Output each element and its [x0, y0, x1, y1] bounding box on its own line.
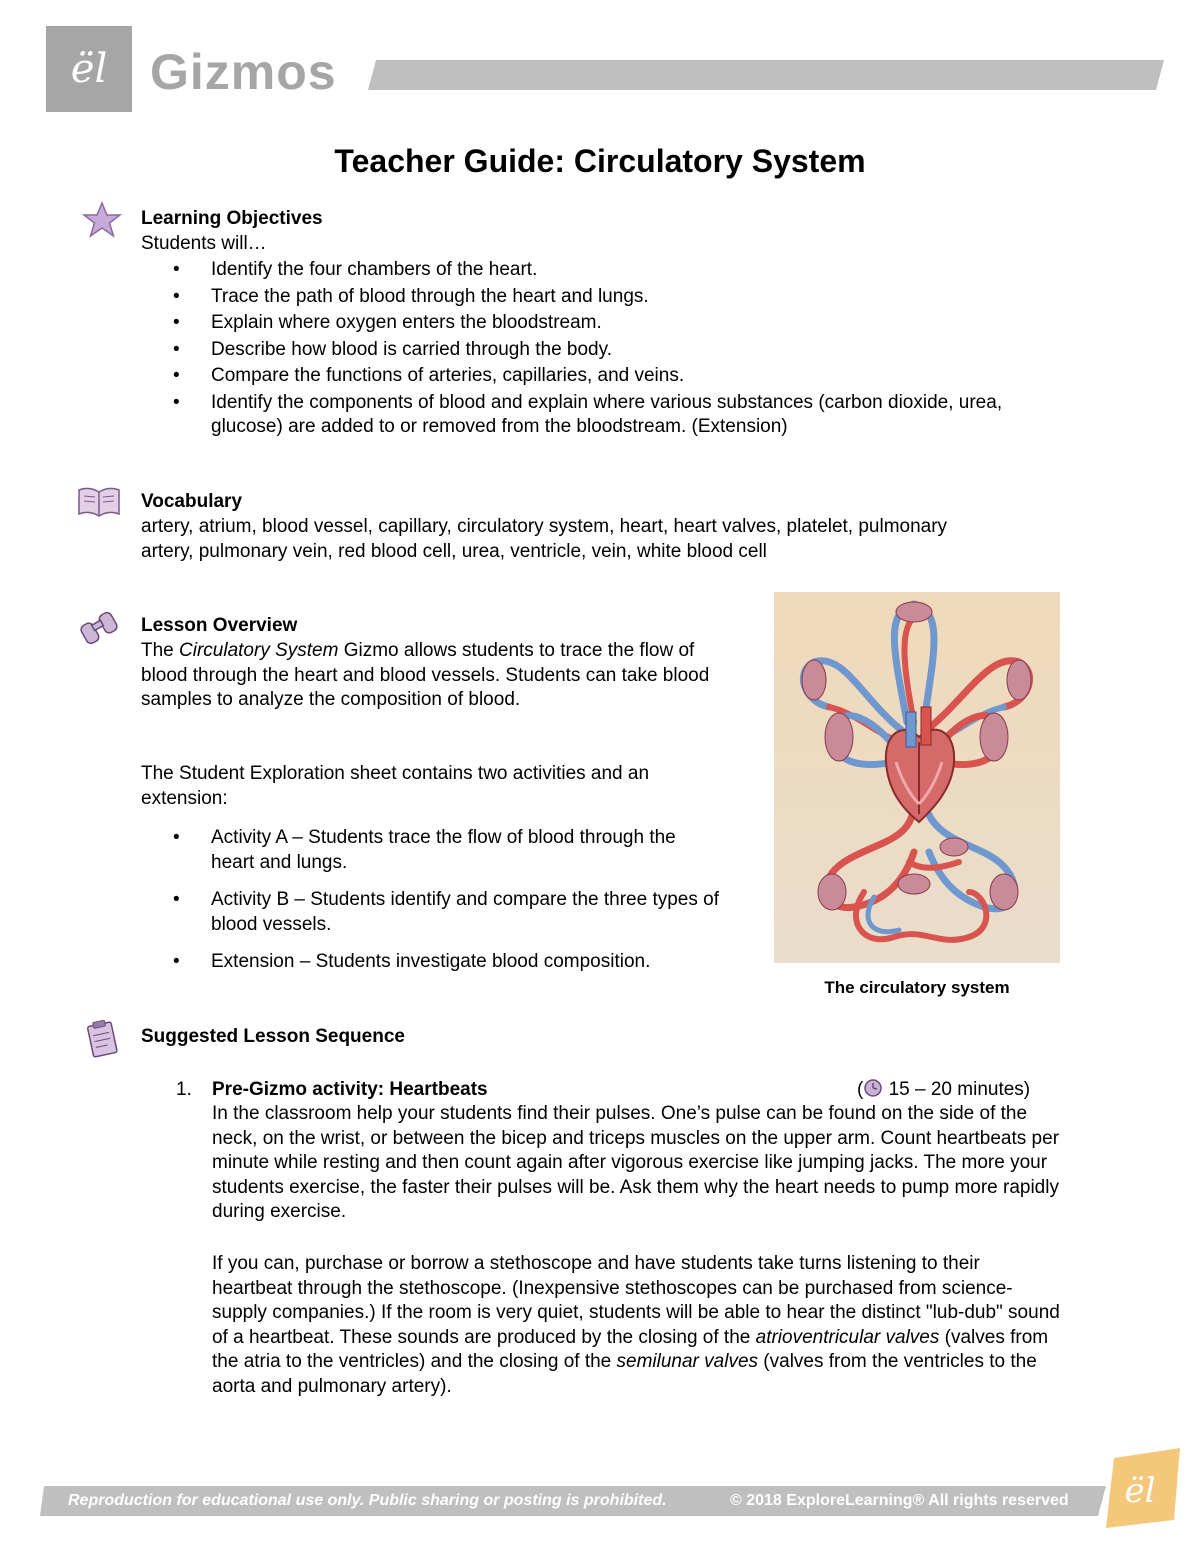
header-bar: [368, 60, 1164, 90]
list-item: • Extension – Students investigate blood composition.: [141, 950, 721, 975]
step-paragraph-1: In the classroom help your students find their pulses. One’s pulse can be found on the side of the neck, on the wrist, or between the bicep and triceps muscles on the upper arm. Count heartbeats per minute while resting and then count again after vigorous exercise like jumping jacks. The more your students exercise, the faster their pulses will be. Ask them why the heart needs to pump more rapidly during exercise.: [212, 1103, 1060, 1222]
footer-copyright: © 2018 ExploreLearning® All rights reserved: [730, 1492, 1069, 1509]
overview-heading: Lesson Overview: [141, 615, 298, 636]
list-item: • Identify the components of blood and explain where various substances (carbon dioxide, urea, glucose) are added to or removed from the bloodstream. (Extension): [141, 391, 1061, 440]
list-item: • Identify the four chambers of the heart.: [141, 258, 1061, 283]
overview-paragraph-1: The Circulatory System Gizmo allows students to trace the flow of blood through the heart and blood vessels. Students can take blood samples to analyze the composition of blood.: [141, 640, 710, 710]
brand-name: Gizmos: [150, 44, 337, 100]
activities-list: [141, 826, 721, 975]
step-duration: ( 15 – 20 minutes): [857, 1079, 1031, 1100]
star-icon: [82, 200, 122, 240]
binoculars-icon: [76, 608, 122, 648]
sequence-heading: Suggested Lesson Sequence: [141, 1026, 405, 1047]
list-item: • Activity B – Students identify and compare the three types of blood vessels.: [141, 888, 721, 937]
explorelearning-logo: [1100, 1448, 1180, 1528]
figure-caption: The circulatory system: [824, 978, 1010, 997]
objectives-list: [141, 258, 1061, 440]
overview-paragraph-2: The Student Exploration sheet contains two activities and an extension:: [141, 763, 650, 809]
footer-logo-mark: ël: [1124, 1471, 1156, 1511]
vocabulary-text: artery, atrium, blood vessel, capillary, circulatory system, heart, heart valves, platelet, pulmonary artery, pulmonary vein, red blood cell, urea, ventricle, vein, white blood cell: [141, 516, 948, 562]
step-paragraph-2: If you can, purchase or borrow a stethoscope and have students take turns listening to their heartbeat through the stethoscope. (Inexpensive stethoscopes can be purchased from science-supply companies.) If the room is very quiet, students will be able to hear the distinct "lub-dub" sound of a heartbeat. These sounds are produced by the closing of the atrioventricular valves (valves from the atria to the ventricles) and the closing of the semilunar valves (valves from the ventricles to the aorta and pulmonary artery).: [212, 1253, 1060, 1397]
step-number: 1.: [176, 1079, 192, 1100]
objectives-intro: Students will…: [141, 233, 267, 254]
page-title: Teacher Guide: Circulatory System: [334, 143, 866, 179]
vocabulary-heading: Vocabulary: [141, 491, 243, 512]
clipboard-icon: [82, 1018, 122, 1058]
list-item: • Activity A – Students trace the flow of blood through the heart and lungs.: [141, 826, 721, 875]
clock-icon: [863, 1078, 883, 1098]
list-item: • Describe how blood is carried through the body.: [141, 338, 1061, 363]
logo-mark: ël: [70, 46, 108, 92]
list-item: • Explain where oxygen enters the bloodstream.: [141, 311, 1061, 336]
list-item: • Trace the path of blood through the heart and lungs.: [141, 285, 1061, 310]
list-item: • Compare the functions of arteries, capillaries, and veins.: [141, 364, 1061, 389]
objectives-heading: Learning Objectives: [141, 208, 323, 229]
book-icon: [76, 482, 122, 522]
circulatory-system-illustration: [774, 592, 1060, 963]
footer-disclaimer: Reproduction for educational use only. Public sharing or posting is prohibited.: [68, 1492, 667, 1509]
step-title: Pre-Gizmo activity: Heartbeats: [212, 1079, 488, 1100]
gizmos-logo: [46, 26, 132, 112]
